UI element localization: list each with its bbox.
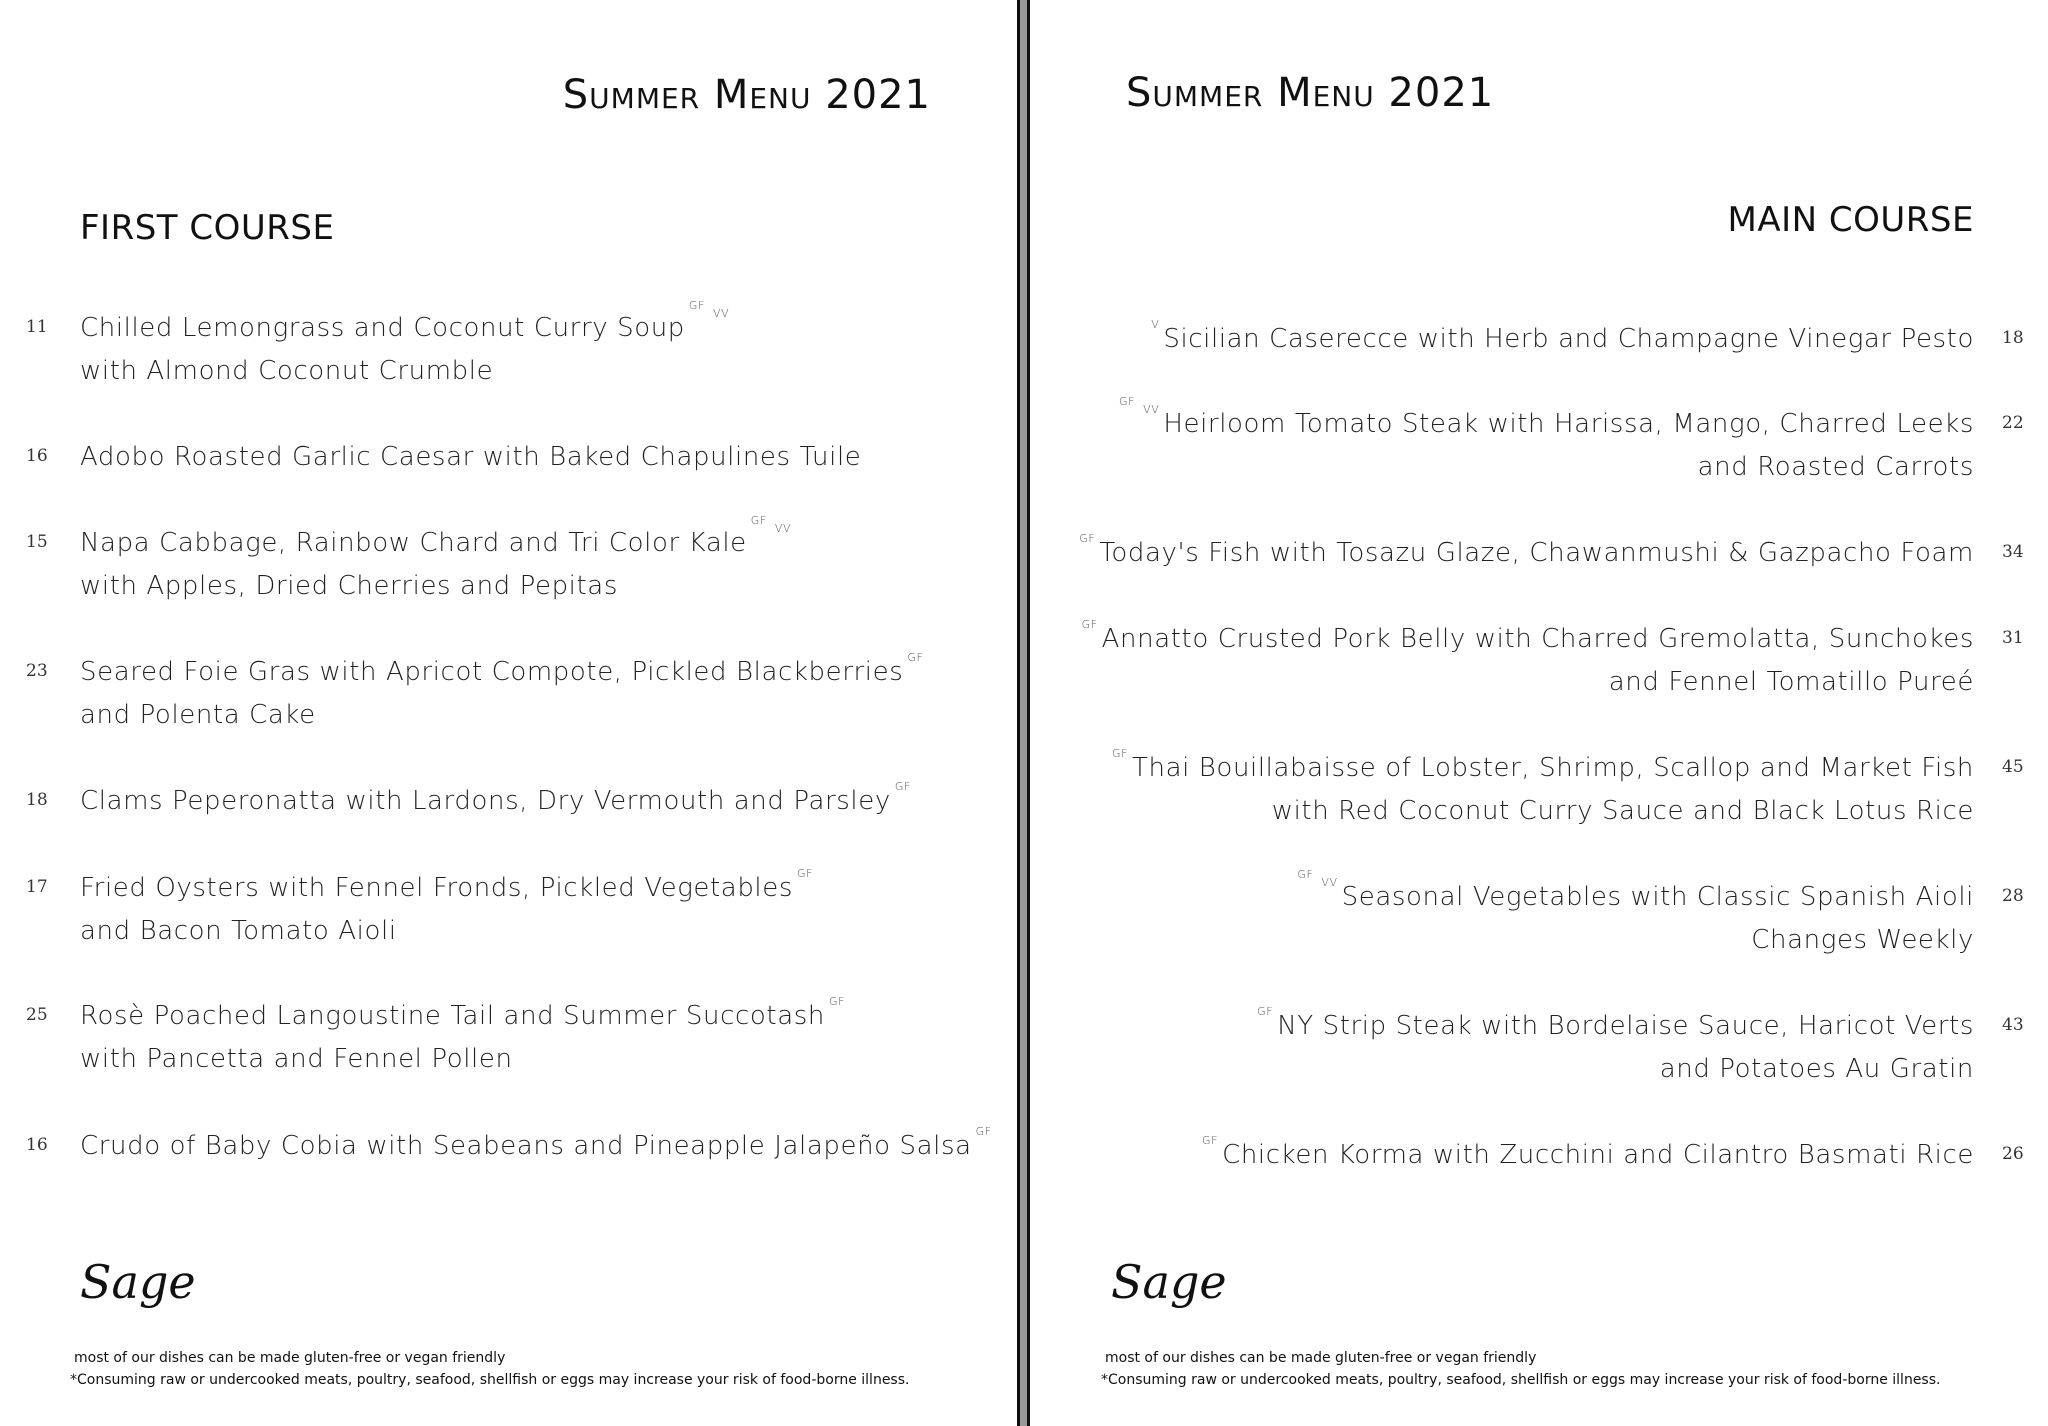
item-line-1	[1293, 868, 1974, 919]
dietary-tag-gf: GF	[1081, 618, 1098, 631]
item-name: Heirloom Tomato Steak with Harissa, Mango, Charred Leeks	[1163, 409, 1974, 439]
item-line-1	[80, 780, 915, 823]
item-price: 31	[2002, 628, 2024, 648]
item-line-1	[80, 299, 733, 350]
menu-item	[1115, 395, 1974, 489]
item-price: 18	[2002, 328, 2024, 348]
dietary-tags	[891, 780, 915, 816]
menu-item	[80, 1125, 996, 1168]
item-price: 43	[2002, 1015, 2024, 1035]
item-line-1	[1253, 1005, 1974, 1048]
item-description: and Polenta Cake	[80, 700, 316, 730]
first-course-page	[0, 0, 1017, 1426]
footer-warning: *Consuming raw or undercooked meats, poultry, seafood, shellfish or eggs may increase your risk of food-borne illness.	[1101, 1372, 1941, 1388]
item-name: Rosè Poached Langoustine Tail and Summer Succotash	[80, 1001, 825, 1031]
item-line-1	[80, 651, 927, 694]
item-description: and Bacon Tomato Aioli	[80, 916, 397, 946]
dietary-tags	[1253, 1005, 1277, 1041]
item-price: 17	[26, 877, 48, 897]
menu-item	[80, 867, 817, 953]
item-description: and Fennel Tomatillo Pureé	[1608, 667, 1974, 697]
dietary-tag-gf: GF	[828, 995, 846, 1008]
item-name: Adobo Roasted Garlic Caesar with Baked Chapulines Tuile	[80, 442, 862, 472]
item-price: 25	[26, 1005, 48, 1025]
dietary-tag-gf: GF	[1297, 868, 1314, 881]
dietary-tag-vv: VV	[712, 307, 730, 320]
menu-item	[1075, 532, 1974, 575]
menu-item	[80, 995, 849, 1081]
item-price: 26	[2002, 1144, 2024, 1164]
item-line-1	[80, 995, 849, 1038]
menu-item	[80, 514, 795, 608]
item-name: Clams Peperonatta with Lardons, Dry Vermouth and Parsley	[80, 786, 891, 816]
item-name: Thai Bouillabaisse of Lobster, Shrimp, Scallop and Market Fish	[1132, 753, 1974, 783]
dietary-tag-gf: GF	[1119, 395, 1136, 408]
item-price: 16	[26, 1135, 48, 1155]
footer-note: most of our dishes can be made gluten-free or vegan friendly	[1105, 1350, 1537, 1366]
item-line-1	[1108, 747, 1974, 790]
item-price: 11	[26, 317, 48, 337]
item-description: Changes Weekly	[1751, 925, 1974, 955]
dietary-tags	[1147, 318, 1163, 354]
item-line-1	[80, 1125, 996, 1168]
item-price: 15	[26, 532, 48, 552]
item-description: with Red Coconut Curry Sauce and Black Lotus Rice	[1271, 796, 1974, 826]
dietary-tags	[1075, 532, 1099, 568]
sage-logo: Sage	[80, 1255, 196, 1309]
menu-item	[80, 780, 915, 823]
dietary-tag-gf: GF	[975, 1125, 992, 1138]
dietary-tags	[747, 514, 795, 558]
item-name: Chicken Korma with Zucchini and Cilantro Basmati Rice	[1222, 1140, 1974, 1170]
dietary-tags	[1293, 868, 1341, 912]
item-price: 45	[2002, 757, 2024, 777]
dietary-tag-gf: GF	[688, 299, 705, 312]
dietary-tags	[1115, 395, 1163, 439]
item-name: Seared Foie Gras with Apricot Compote, Pickled Blackberries	[80, 657, 904, 687]
item-name: Sicilian Caserecce with Herb and Champagne Vinegar Pesto	[1163, 324, 1974, 354]
first-course-heading: FIRST COURSE	[80, 208, 335, 248]
dietary-tags	[1198, 1134, 1222, 1170]
item-price: 23	[26, 661, 48, 681]
menu-item	[80, 299, 733, 393]
item-price: 18	[26, 790, 48, 810]
menu-item	[1078, 618, 1974, 704]
dietary-tag-vv: VV	[774, 522, 792, 535]
dietary-tags	[903, 651, 927, 687]
menu-item	[1253, 1005, 1974, 1091]
item-description: with Apples, Dried Cherries and Pepitas	[80, 571, 618, 601]
item-name: Today's Fish with Tosazu Glaze, Chawanmushi & Gazpacho Foam	[1099, 538, 1974, 568]
item-name: NY Strip Steak with Bordelaise Sauce, Haricot Verts	[1277, 1011, 1974, 1041]
item-line-1	[80, 867, 817, 910]
menu-item	[1198, 1134, 1974, 1177]
item-description: and Potatoes Au Gratin	[1659, 1054, 1974, 1084]
item-line-1	[80, 436, 861, 479]
dietary-tag-gf: GF	[750, 514, 767, 527]
item-description: with Almond Coconut Crumble	[80, 356, 494, 386]
dietary-tag-v: V	[1151, 318, 1160, 331]
item-line-1	[1078, 618, 1974, 661]
main-course-page	[1031, 0, 2048, 1426]
item-name: Napa Cabbage, Rainbow Chard and Tri Color Kale	[80, 528, 747, 558]
item-line-1	[1147, 318, 1974, 361]
dietary-tags	[685, 299, 733, 343]
dietary-tag-gf: GF	[1079, 532, 1096, 545]
dietary-tags	[1078, 618, 1102, 654]
dietary-tag-gf: GF	[1202, 1134, 1219, 1147]
menu-title: Summer Menu 2021	[1126, 70, 1495, 116]
item-description: and Roasted Carrots	[1697, 452, 1974, 482]
dietary-tag-gf: GF	[1111, 747, 1129, 760]
dietary-tag-vv: VV	[1321, 876, 1338, 889]
item-line-1	[1198, 1134, 1974, 1177]
footer-warning: *Consuming raw or undercooked meats, poultry, seafood, shellfish or eggs may increase your risk of food-borne illness.	[70, 1372, 910, 1388]
sage-logo: Sage	[1111, 1255, 1227, 1309]
main-course-heading: MAIN COURSE	[1727, 200, 1974, 240]
item-price: 22	[2002, 413, 2024, 433]
dietary-tag-gf: GF	[894, 780, 911, 793]
menu-item	[1293, 868, 1974, 962]
item-name: Fried Oysters with Fennel Fronds, Pickled Vegetables	[80, 873, 794, 903]
dietary-tag-vv: VV	[1143, 403, 1160, 416]
menu-item	[1147, 318, 1974, 361]
dietary-tag-gf: GF	[797, 867, 814, 880]
item-name: Annatto Crusted Pork Belly with Charred Gremolatta, Sunchokes	[1101, 624, 1974, 654]
item-line-1	[1115, 395, 1974, 446]
dietary-tags	[825, 995, 849, 1031]
menu-item	[80, 436, 861, 479]
item-price: 16	[26, 446, 48, 466]
menu-item	[80, 651, 927, 737]
item-line-1	[80, 514, 795, 565]
item-price: 34	[2002, 542, 2024, 562]
menu-item	[1108, 747, 1974, 833]
menu-title: Summer Menu 2021	[562, 72, 931, 118]
dietary-tags	[793, 867, 817, 903]
dietary-tag-gf: GF	[907, 651, 924, 664]
item-line-1	[1075, 532, 1974, 575]
item-name: Crudo of Baby Cobia with Seabeans and Pineapple Jalapeño Salsa	[80, 1131, 972, 1161]
dietary-tag-gf: GF	[1257, 1005, 1274, 1018]
page-divider	[1017, 0, 1030, 1426]
dietary-tags	[972, 1125, 996, 1161]
dietary-tags	[1108, 747, 1132, 783]
item-name: Chilled Lemongrass and Coconut Curry Soup	[80, 313, 685, 343]
item-name: Seasonal Vegetables with Classic Spanish Aioli	[1341, 882, 1974, 912]
item-price: 28	[2002, 886, 2024, 906]
footer-note: most of our dishes can be made gluten-free or vegan friendly	[74, 1350, 506, 1366]
item-description: with Pancetta and Fennel Pollen	[80, 1044, 513, 1074]
